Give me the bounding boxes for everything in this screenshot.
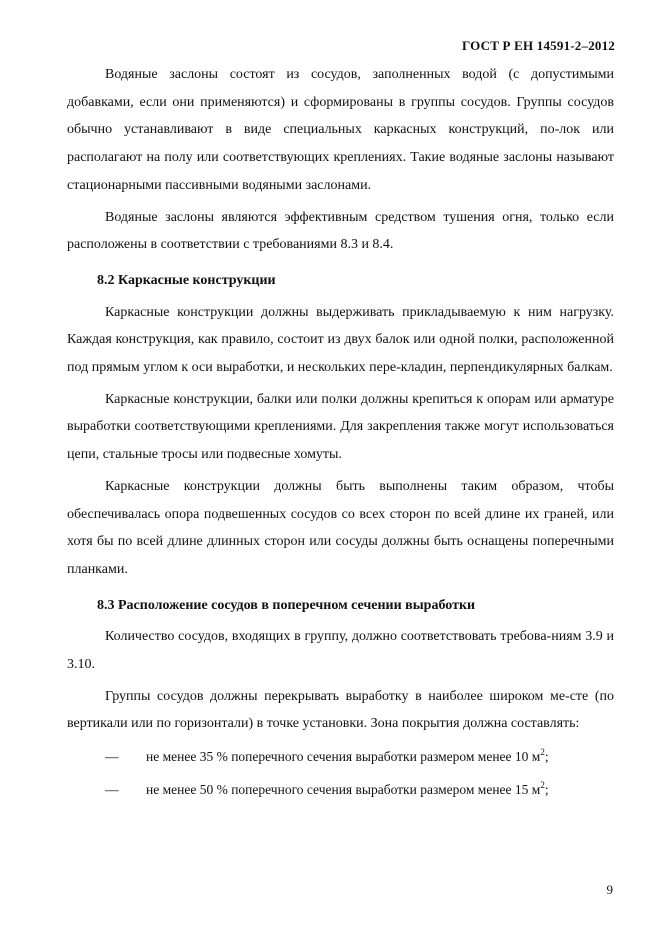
- page-number: 9: [606, 882, 613, 897]
- paragraph: Водяные заслоны состоят из сосудов, заполненных водой (с допустимыми добавками, если они применяются) и сформированы в группы сосудов. Группы сосудов обычно устанавливают в виде специальных каркасных конструкций, по-лок или располагают на полу или соответствующих креплениях. Такие водяные заслоны называют стационарными пассивными водяными заслонами.: [67, 67, 614, 193]
- list-item-end: ;: [544, 781, 549, 797]
- list-dash: —: [105, 749, 119, 765]
- document-number-header: ГОСТ Р ЕН 14591-2–2012: [462, 38, 615, 53]
- list-item-end: ;: [544, 749, 549, 765]
- section-heading-8-3: 8.3 Расположение сосудов в поперечном сечении выработки: [97, 597, 476, 613]
- paragraph: Группы сосудов должны перекрывать выработку в наиболее широком ме-сте (по вертикали или по горизонтали) в точке установки. Зона покрытия должна составлять:: [67, 688, 614, 732]
- paragraph: Водяные заслоны являются эффективным средством тушения огня, только если расположены в соответствии с требованиями 8.3 и 8.4.: [67, 209, 614, 253]
- section-heading-8-2: 8.2 Каркасные конструкции: [97, 272, 276, 288]
- superscript: 2: [540, 747, 545, 758]
- list-item-text: не менее 50 % поперечного сечения выработки размером менее 15 м: [146, 781, 541, 797]
- list-item-text: не менее 35 % поперечного сечения выработки размером менее 10 м: [146, 749, 541, 765]
- list-dash: —: [105, 781, 119, 797]
- list-item: [67, 776, 614, 804]
- paragraph: Каркасные конструкции, балки или полки должны крепиться к опорам или арматуре выработки соответствующими креплениями. Для закрепления также могут использоваться цепи, стальные тросы или подвесные хомуты.: [67, 391, 614, 463]
- paragraph: Каркасные конструкции должны быть выполнены таким образом, чтобы обеспечивалась опора подвешенных сосудов со всех сторон по всей длине их граней, или хотя бы по всей длине длинных сторон или сосуды должны быть оснащены поперечными планками.: [67, 478, 614, 577]
- superscript: 2: [540, 779, 545, 790]
- body-text: [67, 61, 614, 804]
- paragraph: Каркасные конструкции должны выдерживать прикладываемую к ним нагрузку. Каждая конструкция, как правило, состоит из двух балок или одной полки, расположенной под прямым углом к оси выработки, и нескольких пере-кладин, перпендикулярных балкам.: [67, 304, 614, 376]
- list-item: [67, 743, 614, 771]
- paragraph: Количество сосудов, входящих в группу, должно соответствовать требова-ниям 3.9 и 3.10.: [67, 629, 614, 673]
